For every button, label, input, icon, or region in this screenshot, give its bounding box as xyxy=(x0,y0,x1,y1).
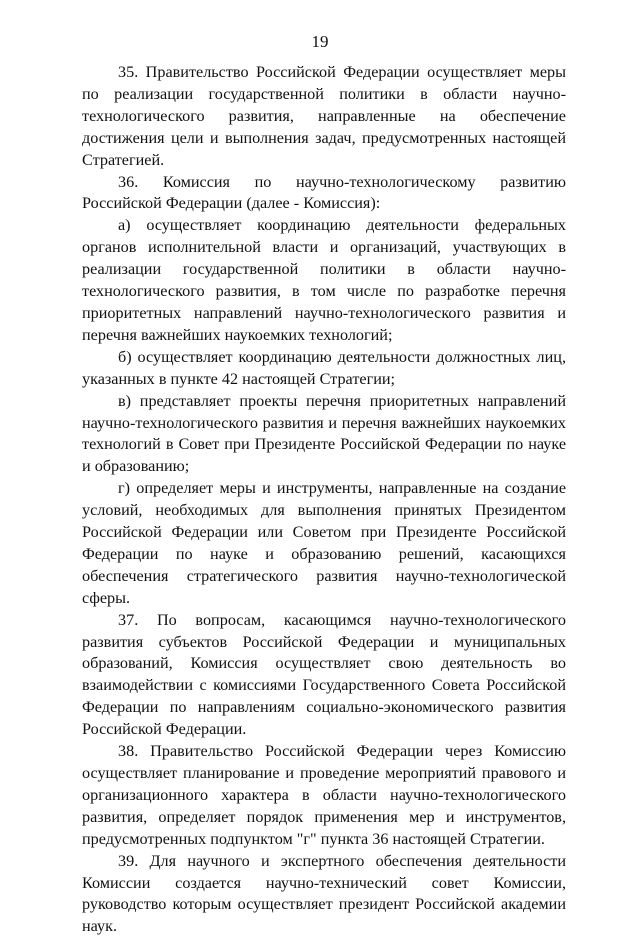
paragraph-39: 39. Для научного и экспертного обеспечения деятельности Комиссии создается научно-технический совет Комиссии, руководство которым осуществляет президент Российской академии наук. xyxy=(82,851,566,936)
paragraph-36: 36. Комиссия по научно-технологическому развитию Российской Федерации (далее - Комиссия): xyxy=(82,172,566,213)
page-number: 19 xyxy=(311,32,329,51)
paragraph-36-g: г) определяет меры и инструменты, направленные на создание условий, необходимых для выполнения принятых Президентом Российской Федерации или Советом при Президенте Российской Федерации по науке и образованию решений, касающихся обеспечения стратегического развития научно-технологической сферы. xyxy=(82,479,566,607)
paragraph-35: 35. Правительство Российской Федерации осуществляет меры по реализации государственной политики в области научно-технологического развития, направленные на обеспечение достижения цели и выполнения задач, предусмотренных настоящей Стратегией. xyxy=(82,63,566,169)
paragraph-36-a: а) осуществляет координацию деятельности федеральных органов исполнительной власти и организаций, участвующих в реализации государственной политики в области научно-технологического развития, в том числе по разработке перечня приоритетных направлений научно-технологического развития и перечня важнейших наукоемких технологий; xyxy=(82,216,566,344)
document-body xyxy=(82,62,566,938)
paragraph-36-v: в) представляет проекты перечня приоритетных направлений научно-технологического развития и перечня важнейших наукоемких технологий в Совет при Президенте Российской Федерации по науке и образованию; xyxy=(82,391,566,476)
paragraph-37: 37. По вопросам, касающимся научно-технологического развития субъектов Российской Федерации и муниципальных образований, Комиссия осуществляет свою деятельность во взаимодействии с комиссиями Государственного Совета Российской Федерации по направлениям социально-экономического развития Российской Федерации. xyxy=(82,610,566,739)
paragraph-36-b: б) осуществляет координацию деятельности должностных лиц, указанных в пункте 42 настоящей Стратегии; xyxy=(82,347,566,388)
paragraph-38: 38. Правительство Российской Федерации через Комиссию осуществляет планирование и проведение мероприятий правового и организационного характера в области научно-технологического развития, определяет порядок применения мер и инструментов, предусмотренных подпунктом "г" пункта 36 настоящей Стратегии. xyxy=(82,742,566,848)
